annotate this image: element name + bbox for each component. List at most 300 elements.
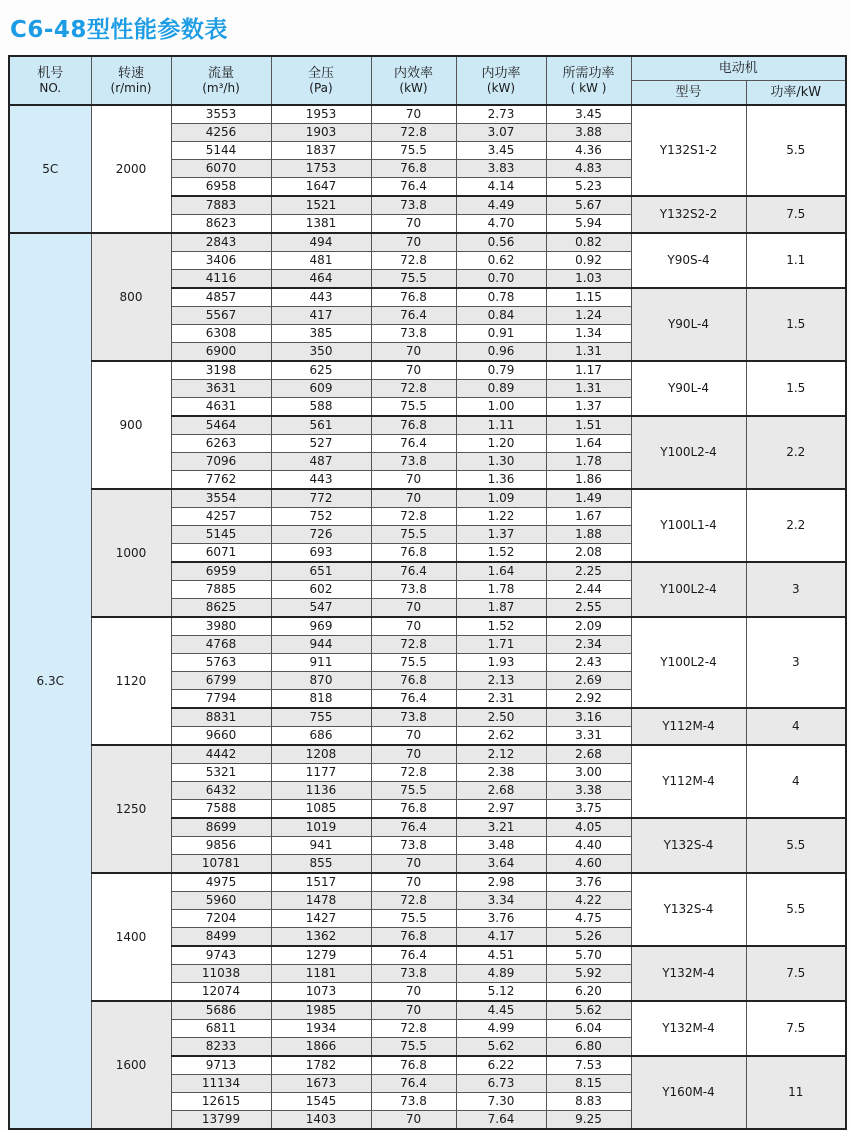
cell-pressure: 1517 <box>271 873 371 892</box>
speed-cell: 1400 <box>91 873 171 1001</box>
cell-inner-power: 1.11 <box>456 416 546 435</box>
cell-inner-power: 1.52 <box>456 544 546 563</box>
cell-inner-power: 4.45 <box>456 1001 546 1020</box>
cell-inner-power: 0.79 <box>456 361 546 380</box>
cell-flow: 5464 <box>171 416 271 435</box>
performance-table <box>8 55 847 1130</box>
cell-efficiency: 72.8 <box>371 1020 456 1038</box>
cell-required-power: 1.31 <box>546 343 631 362</box>
cell-pressure: 1279 <box>271 946 371 965</box>
cell-pressure: 625 <box>271 361 371 380</box>
cell-required-power: 2.25 <box>546 562 631 581</box>
cell-flow: 7794 <box>171 690 271 709</box>
motor-power-cell: 4 <box>746 708 846 745</box>
cell-pressure: 686 <box>271 727 371 746</box>
cell-required-power: 1.78 <box>546 453 631 471</box>
cell-pressure: 1427 <box>271 910 371 928</box>
motor-model-cell: Y90S-4 <box>631 233 746 288</box>
cell-pressure: 1521 <box>271 196 371 215</box>
cell-required-power: 1.67 <box>546 508 631 526</box>
cell-inner-power: 2.98 <box>456 873 546 892</box>
cell-flow: 6799 <box>171 672 271 690</box>
cell-inner-power: 0.89 <box>456 380 546 398</box>
cell-pressure: 1753 <box>271 160 371 178</box>
cell-required-power: 2.44 <box>546 581 631 599</box>
cell-required-power: 5.94 <box>546 215 631 234</box>
speed-cell: 1600 <box>91 1001 171 1129</box>
cell-pressure: 1085 <box>271 800 371 819</box>
cell-pressure: 417 <box>271 307 371 325</box>
cell-efficiency: 76.4 <box>371 946 456 965</box>
cell-required-power: 2.68 <box>546 745 631 764</box>
cell-inner-power: 1.37 <box>456 526 546 544</box>
motor-power-cell: 5.5 <box>746 105 846 196</box>
table-row <box>9 617 846 636</box>
cell-pressure: 1381 <box>271 215 371 234</box>
cell-inner-power: 3.76 <box>456 910 546 928</box>
cell-inner-power: 2.62 <box>456 727 546 746</box>
cell-required-power: 2.43 <box>546 654 631 672</box>
cell-required-power: 1.03 <box>546 270 631 289</box>
cell-inner-power: 4.89 <box>456 965 546 983</box>
cell-pressure: 1673 <box>271 1075 371 1093</box>
cell-pressure: 1362 <box>271 928 371 947</box>
cell-inner-power: 2.97 <box>456 800 546 819</box>
cell-inner-power: 0.70 <box>456 270 546 289</box>
cell-required-power: 4.05 <box>546 818 631 837</box>
cell-pressure: 693 <box>271 544 371 563</box>
cell-flow: 4857 <box>171 288 271 307</box>
cell-efficiency: 73.8 <box>371 453 456 471</box>
motor-power-cell: 11 <box>746 1056 846 1129</box>
cell-pressure: 941 <box>271 837 371 855</box>
cell-required-power: 1.51 <box>546 416 631 435</box>
cell-flow: 5686 <box>171 1001 271 1020</box>
cell-pressure: 1934 <box>271 1020 371 1038</box>
cell-pressure: 944 <box>271 636 371 654</box>
cell-efficiency: 70 <box>371 983 456 1002</box>
cell-efficiency: 70 <box>371 489 456 508</box>
cell-inner-power: 1.52 <box>456 617 546 636</box>
cell-efficiency: 76.4 <box>371 178 456 197</box>
cell-inner-power: 1.71 <box>456 636 546 654</box>
cell-efficiency: 73.8 <box>371 581 456 599</box>
cell-required-power: 9.25 <box>546 1111 631 1130</box>
cell-inner-power: 0.96 <box>456 343 546 362</box>
cell-efficiency: 75.5 <box>371 782 456 800</box>
cell-inner-power: 3.83 <box>456 160 546 178</box>
cell-required-power: 3.88 <box>546 124 631 142</box>
cell-pressure: 350 <box>271 343 371 362</box>
cell-flow: 8233 <box>171 1038 271 1057</box>
cell-pressure: 1837 <box>271 142 371 160</box>
cell-flow: 12615 <box>171 1093 271 1111</box>
header-motor-model: 型号 <box>631 81 746 106</box>
cell-inner-power: 1.30 <box>456 453 546 471</box>
cell-pressure: 1953 <box>271 105 371 124</box>
cell-efficiency: 70 <box>371 233 456 252</box>
cell-required-power: 1.31 <box>546 380 631 398</box>
cell-required-power: 2.09 <box>546 617 631 636</box>
motor-model-cell: Y90L-4 <box>631 288 746 361</box>
cell-flow: 6071 <box>171 544 271 563</box>
cell-inner-power: 5.62 <box>456 1038 546 1057</box>
cell-efficiency: 76.8 <box>371 672 456 690</box>
motor-power-cell: 7.5 <box>746 196 846 233</box>
cell-efficiency: 75.5 <box>371 654 456 672</box>
cell-flow: 7096 <box>171 453 271 471</box>
cell-efficiency: 75.5 <box>371 910 456 928</box>
cell-required-power: 6.80 <box>546 1038 631 1057</box>
cell-flow: 4442 <box>171 745 271 764</box>
cell-flow: 4631 <box>171 398 271 417</box>
header-required-power: 所需功率 ( kW ) <box>546 56 631 105</box>
cell-flow: 10781 <box>171 855 271 874</box>
cell-pressure: 1903 <box>271 124 371 142</box>
motor-model-cell: Y160M-4 <box>631 1056 746 1129</box>
cell-pressure: 1181 <box>271 965 371 983</box>
cell-flow: 6958 <box>171 178 271 197</box>
cell-required-power: 1.34 <box>546 325 631 343</box>
cell-pressure: 969 <box>271 617 371 636</box>
speed-cell: 800 <box>91 233 171 361</box>
cell-flow: 5567 <box>171 307 271 325</box>
cell-required-power: 3.00 <box>546 764 631 782</box>
page-title: C6-48型性能参数表 <box>10 17 228 43</box>
cell-flow: 12074 <box>171 983 271 1002</box>
cell-efficiency: 76.8 <box>371 160 456 178</box>
cell-required-power: 1.49 <box>546 489 631 508</box>
cell-pressure: 464 <box>271 270 371 289</box>
speed-cell: 1120 <box>91 617 171 745</box>
cell-flow: 4768 <box>171 636 271 654</box>
cell-flow: 7588 <box>171 800 271 819</box>
cell-flow: 3554 <box>171 489 271 508</box>
motor-model-cell: Y100L2-4 <box>631 617 746 708</box>
cell-efficiency: 76.4 <box>371 818 456 837</box>
cell-required-power: 6.20 <box>546 983 631 1002</box>
cell-inner-power: 1.64 <box>456 562 546 581</box>
cell-efficiency: 76.4 <box>371 307 456 325</box>
cell-inner-power: 0.78 <box>456 288 546 307</box>
cell-inner-power: 4.70 <box>456 215 546 234</box>
cell-efficiency: 76.8 <box>371 1056 456 1075</box>
cell-inner-power: 3.48 <box>456 837 546 855</box>
cell-efficiency: 76.4 <box>371 435 456 453</box>
cell-efficiency: 72.8 <box>371 124 456 142</box>
cell-efficiency: 76.8 <box>371 416 456 435</box>
cell-flow: 8831 <box>171 708 271 727</box>
cell-flow: 4116 <box>171 270 271 289</box>
cell-flow: 6070 <box>171 160 271 178</box>
cell-efficiency: 73.8 <box>371 325 456 343</box>
cell-flow: 4256 <box>171 124 271 142</box>
cell-flow: 6432 <box>171 782 271 800</box>
header-inner-power: 内功率 (kW) <box>456 56 546 105</box>
cell-efficiency: 70 <box>371 215 456 234</box>
cell-efficiency: 70 <box>371 105 456 124</box>
cell-pressure: 1136 <box>271 782 371 800</box>
cell-required-power: 5.67 <box>546 196 631 215</box>
table-row <box>9 745 846 764</box>
cell-efficiency: 72.8 <box>371 508 456 526</box>
cell-efficiency: 73.8 <box>371 837 456 855</box>
table-row <box>9 1001 846 1020</box>
cell-required-power: 3.16 <box>546 708 631 727</box>
cell-required-power: 5.62 <box>546 1001 631 1020</box>
cell-inner-power: 7.30 <box>456 1093 546 1111</box>
motor-model-cell: Y112M-4 <box>631 708 746 745</box>
cell-flow: 7762 <box>171 471 271 490</box>
cell-pressure: 855 <box>271 855 371 874</box>
cell-required-power: 2.69 <box>546 672 631 690</box>
cell-required-power: 1.17 <box>546 361 631 380</box>
cell-required-power: 4.83 <box>546 160 631 178</box>
speed-cell: 1000 <box>91 489 171 617</box>
cell-flow: 7885 <box>171 581 271 599</box>
cell-efficiency: 73.8 <box>371 965 456 983</box>
cell-required-power: 2.08 <box>546 544 631 563</box>
cell-pressure: 870 <box>271 672 371 690</box>
cell-flow: 4257 <box>171 508 271 526</box>
motor-model-cell: Y132S-4 <box>631 818 746 873</box>
cell-flow: 5321 <box>171 764 271 782</box>
cell-required-power: 5.70 <box>546 946 631 965</box>
cell-pressure: 443 <box>271 288 371 307</box>
speed-cell: 2000 <box>91 105 171 233</box>
cell-efficiency: 70 <box>371 745 456 764</box>
cell-pressure: 755 <box>271 708 371 727</box>
motor-power-cell: 5.5 <box>746 818 846 873</box>
cell-efficiency: 76.8 <box>371 288 456 307</box>
motor-model-cell: Y100L2-4 <box>631 562 746 617</box>
cell-flow: 3198 <box>171 361 271 380</box>
cell-flow: 3631 <box>171 380 271 398</box>
cell-required-power: 4.22 <box>546 892 631 910</box>
cell-inner-power: 1.09 <box>456 489 546 508</box>
cell-flow: 9743 <box>171 946 271 965</box>
cell-inner-power: 3.21 <box>456 818 546 837</box>
motor-power-cell: 7.5 <box>746 1001 846 1056</box>
cell-flow: 8699 <box>171 818 271 837</box>
cell-efficiency: 70 <box>371 617 456 636</box>
motor-power-cell: 1.5 <box>746 288 846 361</box>
cell-inner-power: 1.20 <box>456 435 546 453</box>
cell-flow: 8625 <box>171 599 271 618</box>
cell-required-power: 4.60 <box>546 855 631 874</box>
motor-model-cell: Y132M-4 <box>631 946 746 1001</box>
cell-inner-power: 1.78 <box>456 581 546 599</box>
cell-flow: 13799 <box>171 1111 271 1130</box>
cell-flow: 8623 <box>171 215 271 234</box>
cell-inner-power: 2.68 <box>456 782 546 800</box>
cell-flow: 3980 <box>171 617 271 636</box>
motor-power-cell: 1.1 <box>746 233 846 288</box>
cell-required-power: 8.83 <box>546 1093 631 1111</box>
cell-required-power: 0.92 <box>546 252 631 270</box>
cell-flow: 3553 <box>171 105 271 124</box>
cell-pressure: 1177 <box>271 764 371 782</box>
motor-power-cell: 2.2 <box>746 489 846 562</box>
cell-required-power: 1.88 <box>546 526 631 544</box>
cell-inner-power: 1.87 <box>456 599 546 618</box>
cell-required-power: 6.04 <box>546 1020 631 1038</box>
cell-flow: 2843 <box>171 233 271 252</box>
header-motor-power: 功率/kW <box>746 81 846 106</box>
cell-required-power: 4.75 <box>546 910 631 928</box>
cell-inner-power: 0.62 <box>456 252 546 270</box>
cell-efficiency: 70 <box>371 343 456 362</box>
table-body <box>9 105 846 1129</box>
cell-required-power: 3.75 <box>546 800 631 819</box>
cell-pressure: 527 <box>271 435 371 453</box>
motor-power-cell: 7.5 <box>746 946 846 1001</box>
cell-pressure: 752 <box>271 508 371 526</box>
cell-required-power: 1.15 <box>546 288 631 307</box>
cell-required-power: 5.26 <box>546 928 631 947</box>
cell-pressure: 385 <box>271 325 371 343</box>
cell-required-power: 5.92 <box>546 965 631 983</box>
cell-efficiency: 70 <box>371 1111 456 1130</box>
cell-required-power: 1.86 <box>546 471 631 490</box>
cell-pressure: 547 <box>271 599 371 618</box>
cell-inner-power: 4.51 <box>456 946 546 965</box>
cell-flow: 9713 <box>171 1056 271 1075</box>
table-row <box>9 489 846 508</box>
cell-efficiency: 70 <box>371 727 456 746</box>
motor-power-cell: 5.5 <box>746 873 846 946</box>
cell-pressure: 561 <box>271 416 371 435</box>
cell-inner-power: 2.50 <box>456 708 546 727</box>
cell-required-power: 7.53 <box>546 1056 631 1075</box>
cell-required-power: 3.45 <box>546 105 631 124</box>
cell-efficiency: 75.5 <box>371 526 456 544</box>
motor-model-cell: Y132S2-2 <box>631 196 746 233</box>
cell-efficiency: 70 <box>371 873 456 892</box>
motor-model-cell: Y132S1-2 <box>631 105 746 196</box>
cell-pressure: 1019 <box>271 818 371 837</box>
cell-efficiency: 70 <box>371 855 456 874</box>
cell-efficiency: 76.8 <box>371 544 456 563</box>
cell-pressure: 1208 <box>271 745 371 764</box>
cell-inner-power: 5.12 <box>456 983 546 1002</box>
cell-inner-power: 3.45 <box>456 142 546 160</box>
cell-flow: 7204 <box>171 910 271 928</box>
cell-pressure: 602 <box>271 581 371 599</box>
cell-inner-power: 2.73 <box>456 105 546 124</box>
cell-flow: 5144 <box>171 142 271 160</box>
cell-inner-power: 3.07 <box>456 124 546 142</box>
motor-power-cell: 2.2 <box>746 416 846 489</box>
cell-efficiency: 70 <box>371 471 456 490</box>
cell-efficiency: 73.8 <box>371 1093 456 1111</box>
cell-flow: 11038 <box>171 965 271 983</box>
cell-required-power: 3.31 <box>546 727 631 746</box>
cell-required-power: 0.82 <box>546 233 631 252</box>
cell-inner-power: 1.36 <box>456 471 546 490</box>
cell-inner-power: 1.00 <box>456 398 546 417</box>
table-row <box>9 361 846 380</box>
cell-inner-power: 0.84 <box>456 307 546 325</box>
cell-pressure: 1403 <box>271 1111 371 1130</box>
cell-efficiency: 70 <box>371 1001 456 1020</box>
cell-inner-power: 7.64 <box>456 1111 546 1130</box>
cell-efficiency: 75.5 <box>371 142 456 160</box>
motor-model-cell: Y132S-4 <box>631 873 746 946</box>
cell-pressure: 726 <box>271 526 371 544</box>
cell-pressure: 588 <box>271 398 371 417</box>
cell-inner-power: 3.64 <box>456 855 546 874</box>
cell-inner-power: 1.22 <box>456 508 546 526</box>
cell-efficiency: 75.5 <box>371 398 456 417</box>
cell-required-power: 1.37 <box>546 398 631 417</box>
cell-flow: 6308 <box>171 325 271 343</box>
cell-inner-power: 2.38 <box>456 764 546 782</box>
table-row <box>9 105 846 124</box>
cell-required-power: 1.64 <box>546 435 631 453</box>
cell-inner-power: 4.14 <box>456 178 546 197</box>
motor-model-cell: Y112M-4 <box>631 745 746 818</box>
cell-required-power: 3.38 <box>546 782 631 800</box>
cell-efficiency: 72.8 <box>371 764 456 782</box>
cell-pressure: 818 <box>271 690 371 709</box>
cell-pressure: 1545 <box>271 1093 371 1111</box>
motor-model-cell: Y90L-4 <box>631 361 746 416</box>
cell-flow: 7883 <box>171 196 271 215</box>
machine-no-cell: 5C <box>9 105 91 233</box>
cell-pressure: 1985 <box>271 1001 371 1020</box>
cell-flow: 9660 <box>171 727 271 746</box>
cell-required-power: 3.76 <box>546 873 631 892</box>
cell-flow: 5960 <box>171 892 271 910</box>
cell-pressure: 1866 <box>271 1038 371 1057</box>
cell-inner-power: 2.13 <box>456 672 546 690</box>
cell-efficiency: 76.4 <box>371 562 456 581</box>
cell-pressure: 1782 <box>271 1056 371 1075</box>
cell-required-power: 1.24 <box>546 307 631 325</box>
cell-flow: 9856 <box>171 837 271 855</box>
cell-efficiency: 72.8 <box>371 252 456 270</box>
cell-flow: 6811 <box>171 1020 271 1038</box>
header-efficiency: 内效率 (kW) <box>371 56 456 105</box>
motor-power-cell: 3 <box>746 617 846 708</box>
cell-efficiency: 76.8 <box>371 928 456 947</box>
cell-flow: 8499 <box>171 928 271 947</box>
cell-inner-power: 0.91 <box>456 325 546 343</box>
cell-flow: 6900 <box>171 343 271 362</box>
machine-no-cell: 6.3C <box>9 233 91 1129</box>
motor-model-cell: Y132M-4 <box>631 1001 746 1056</box>
cell-efficiency: 73.8 <box>371 196 456 215</box>
cell-pressure: 772 <box>271 489 371 508</box>
cell-inner-power: 2.12 <box>456 745 546 764</box>
cell-inner-power: 4.49 <box>456 196 546 215</box>
cell-efficiency: 75.5 <box>371 1038 456 1057</box>
speed-cell: 900 <box>91 361 171 489</box>
cell-efficiency: 73.8 <box>371 708 456 727</box>
cell-efficiency: 76.8 <box>371 800 456 819</box>
cell-required-power: 8.15 <box>546 1075 631 1093</box>
table-header <box>9 56 846 105</box>
header-pressure: 全压 (Pa) <box>271 56 371 105</box>
motor-power-cell: 3 <box>746 562 846 617</box>
cell-required-power: 4.36 <box>546 142 631 160</box>
cell-inner-power: 3.34 <box>456 892 546 910</box>
header-motor: 电动机 <box>631 56 846 81</box>
cell-flow: 5145 <box>171 526 271 544</box>
table-row <box>9 233 846 252</box>
cell-required-power: 2.34 <box>546 636 631 654</box>
